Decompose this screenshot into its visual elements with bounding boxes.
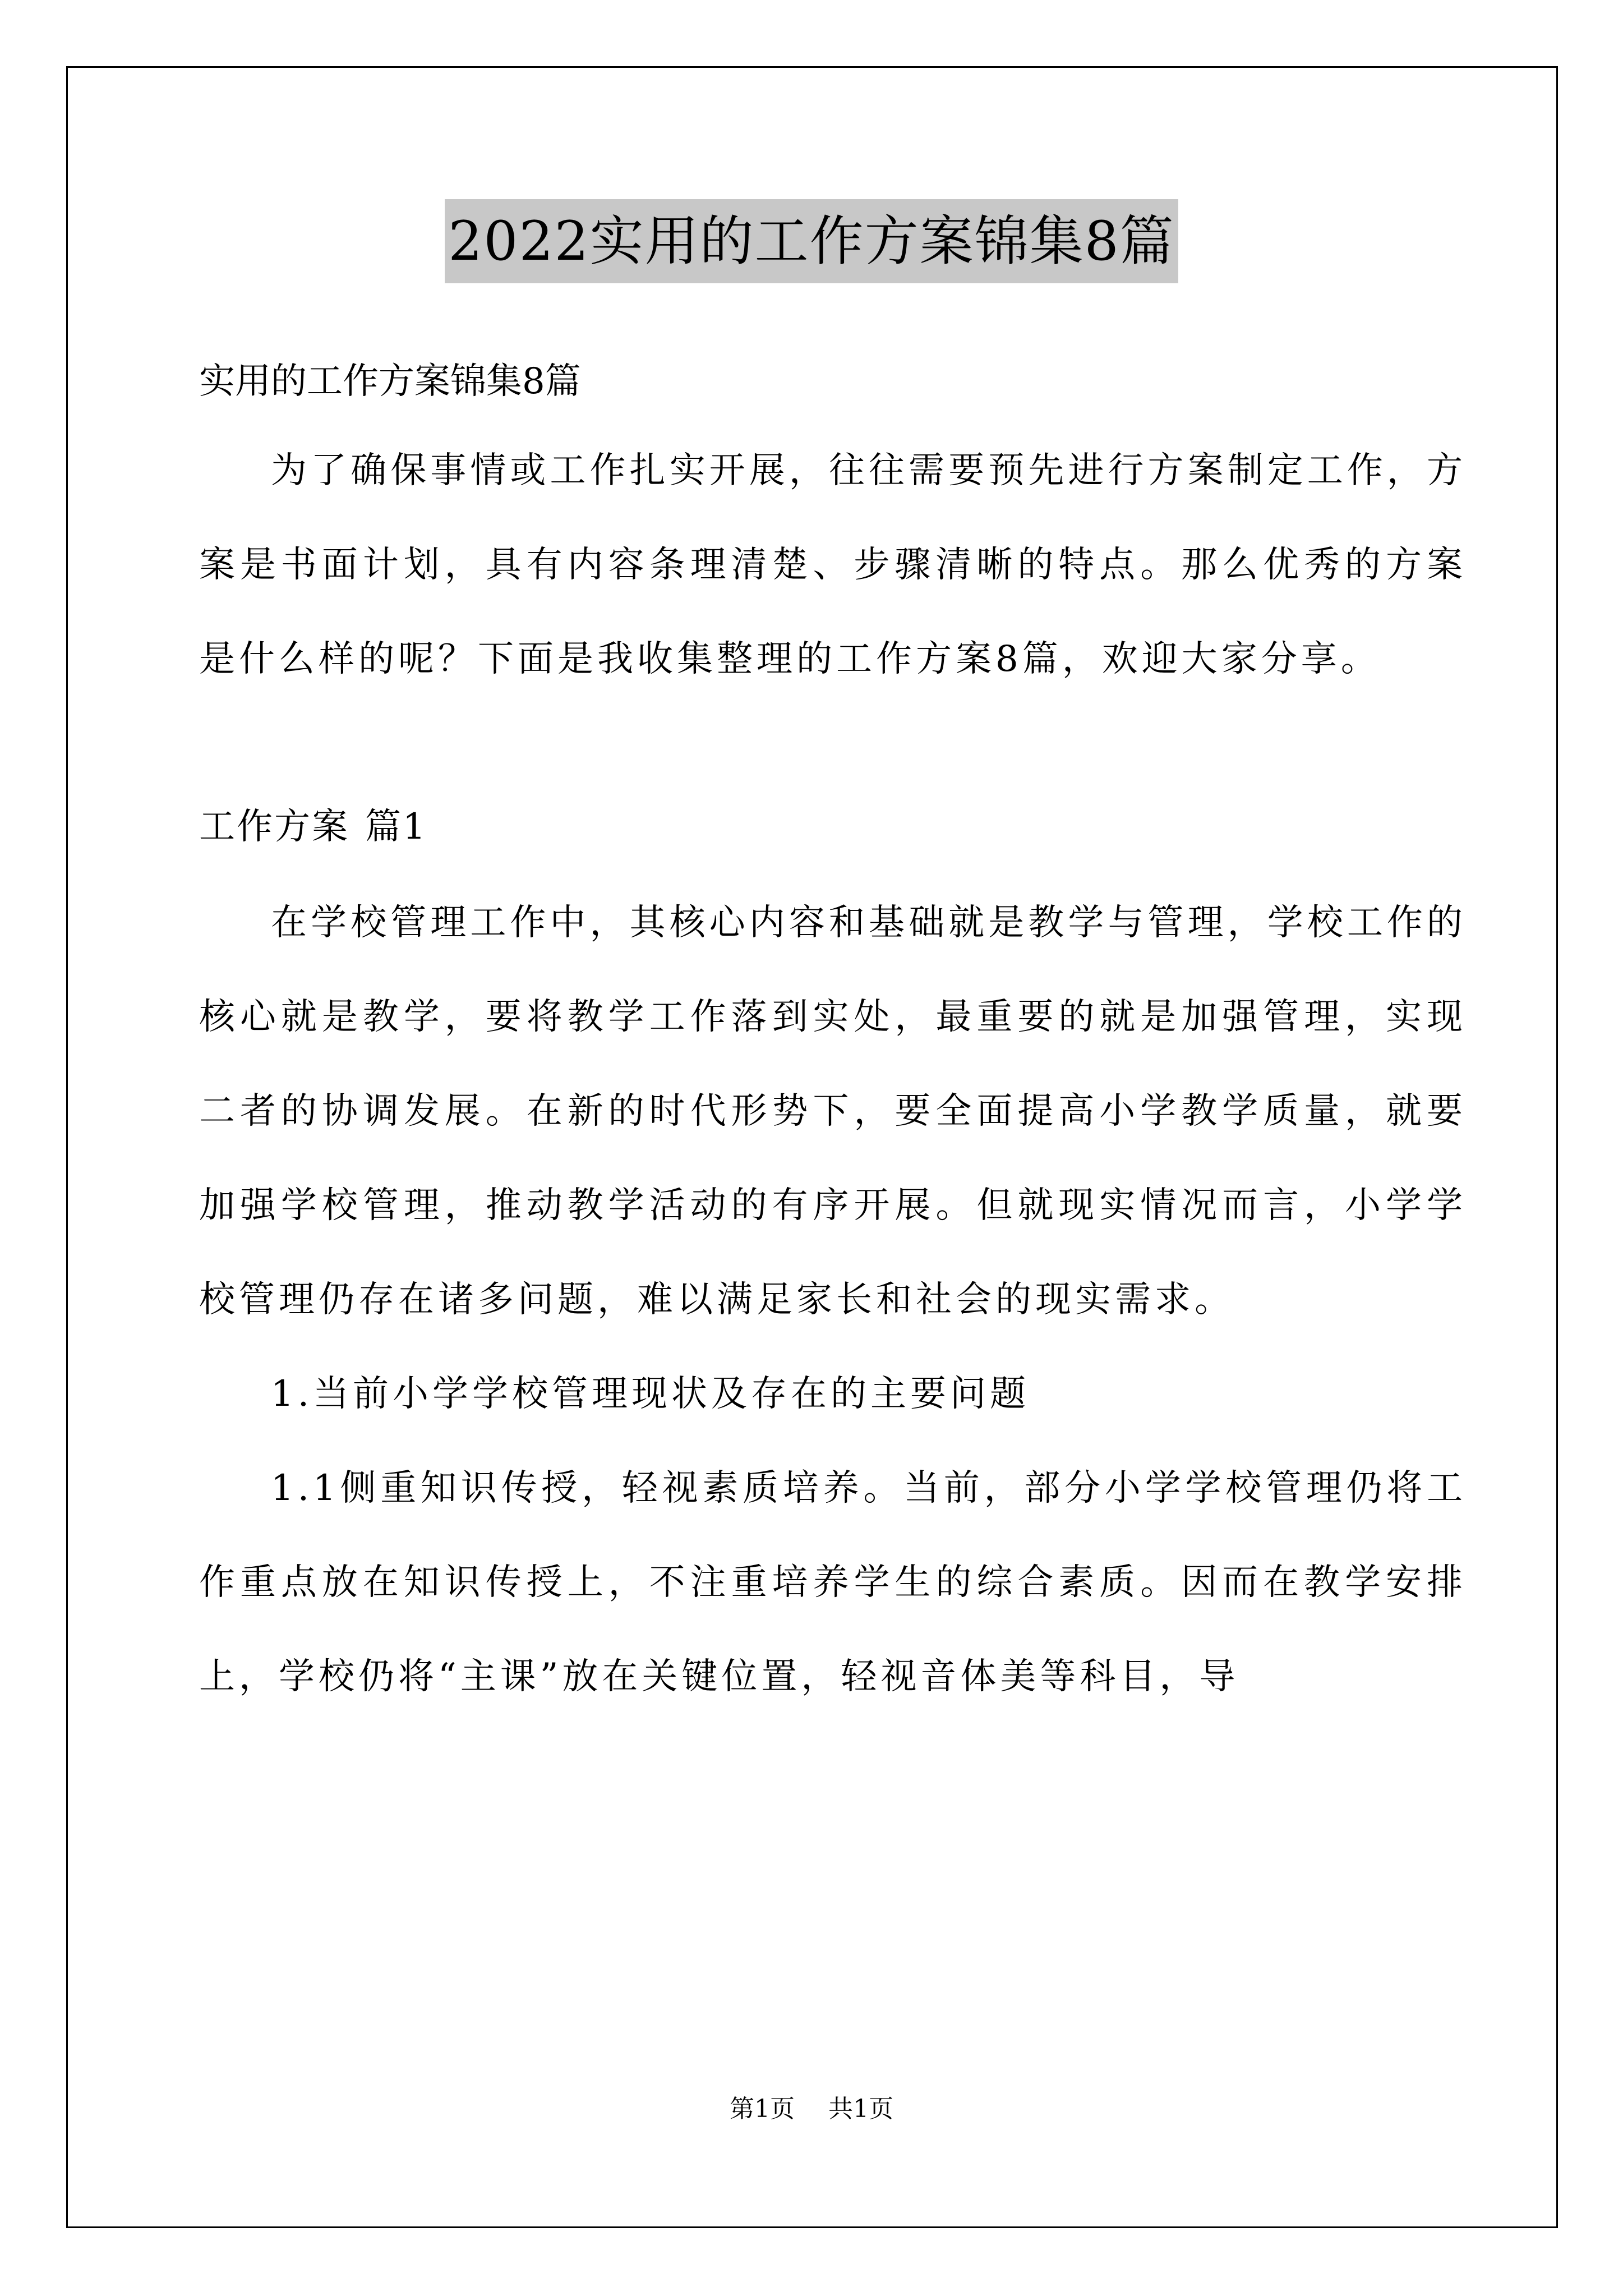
body-paragraph: 1.1侧重知识传授，轻视素质培养。当前，部分小学学校管理仍将工作重点放在知识传授上，不注重培养学生的综合素质。因而在教学安排上，学校仍将“主课”放在关键位置，轻视音体美等科目，导 [199, 1467, 1467, 1697]
document-body [199, 339, 1467, 1724]
section-heading [199, 785, 1467, 869]
section-spacer [199, 706, 1467, 785]
document-subtitle: 实用的工作方案锦集8篇 [199, 361, 581, 402]
section-heading-label: 工作方案 [199, 806, 349, 848]
section-number: 篇1 [365, 806, 427, 848]
page-footer [0, 2092, 1623, 2126]
document-title: 2022实用的工作方案锦集8篇 [445, 199, 1178, 283]
body-paragraph: 在学校管理工作中，其核心内容和基础就是教学与管理，学校工作的核心就是教学，要将教学工作落到实处，最重要的就是加强管理，实现二者的协调发展。在新的时代形势下，要全面提高小学教学质量，就要加强学校管理，推动教学活动的有序开展。但就现实情况而言，小学学校管理仍存在诸多问题，难以满足家长和社会的现实需求。 [199, 902, 1467, 1320]
page-number: 第1页 [730, 2095, 795, 2123]
intro-paragraph: 为了确保事情或工作扎实开展，往往需要预先进行方案制定工作，方案是书面计划，具有内容条理清楚、步骤清晰的特点。那么优秀的方案是什么样的呢？下面是我收集整理的工作方案8篇，欢迎大家分享。 [199, 450, 1467, 680]
page-total: 共1页 [828, 2095, 893, 2123]
title-container [0, 199, 1623, 283]
subheading-paragraph: 1.当前小学学校管理现状及存在的主要问题 [271, 1373, 1030, 1415]
